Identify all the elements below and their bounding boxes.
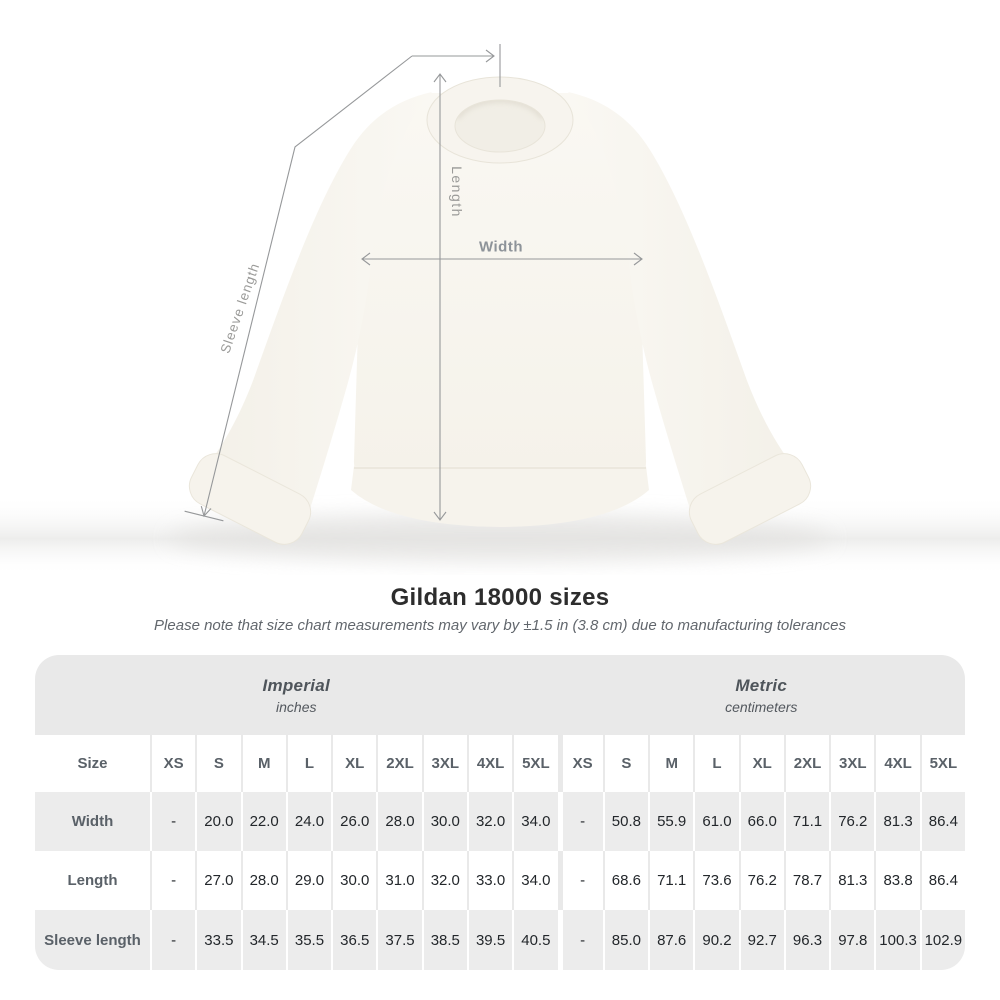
section-title: Imperial — [262, 675, 331, 695]
measurement-cell: 83.8 — [874, 851, 919, 910]
table-row — [35, 851, 965, 910]
measurement-cell: - — [150, 910, 195, 970]
measurement-cell: 36.5 — [331, 910, 376, 970]
measurement-cell: - — [558, 910, 603, 970]
size-column-header: XL — [739, 735, 784, 792]
measurement-cell: 30.0 — [331, 851, 376, 910]
size-column-header: 5XL — [920, 735, 965, 792]
measurement-cell: 50.8 — [603, 792, 648, 851]
section-header-metric — [558, 655, 966, 735]
table-row — [35, 792, 965, 851]
measurement-cell: 86.4 — [920, 851, 965, 910]
measurement-cell: 102.9 — [920, 910, 965, 970]
size-column-header: 2XL — [784, 735, 829, 792]
section-unit-label: inches — [276, 698, 317, 715]
measurement-cell: 29.0 — [286, 851, 331, 910]
measurement-cell: 28.0 — [241, 851, 286, 910]
size-column-header: XS — [150, 735, 195, 792]
measurement-cell: 78.7 — [784, 851, 829, 910]
size-table — [35, 655, 965, 970]
measurement-cell: 81.3 — [874, 792, 919, 851]
measurement-cell: 81.3 — [829, 851, 874, 910]
size-column-header: 5XL — [512, 735, 557, 792]
section-unit-label: centimeters — [725, 698, 798, 715]
measurement-cell: 28.0 — [376, 792, 421, 851]
size-column-header: 4XL — [874, 735, 919, 792]
measurement-cell: 24.0 — [286, 792, 331, 851]
size-chart-title: Gildan 18000 sizes — [390, 584, 610, 611]
measurement-cell: 34.0 — [512, 792, 557, 851]
measurement-cell: 33.5 — [195, 910, 240, 970]
measurement-cell: 66.0 — [739, 792, 784, 851]
size-column-header: 3XL — [422, 735, 467, 792]
measurement-cell: - — [558, 851, 603, 910]
measurement-cell: 22.0 — [241, 792, 286, 851]
measurement-cell: 96.3 — [784, 910, 829, 970]
size-column-header: S — [603, 735, 648, 792]
row-label: Length — [67, 872, 118, 889]
measurement-cell: 27.0 — [195, 851, 240, 910]
measurement-cell: 35.5 — [286, 910, 331, 970]
size-column-header: M — [241, 735, 286, 792]
length-measure-label: Length — [449, 166, 465, 218]
measurement-cell: 76.2 — [829, 792, 874, 851]
table-row — [35, 910, 965, 970]
size-column-header: XS — [558, 735, 603, 792]
measurement-cell: 40.5 — [512, 910, 557, 970]
measurement-cell: 30.0 — [422, 792, 467, 851]
measurement-cell: 68.6 — [603, 851, 648, 910]
measurement-cell: 39.5 — [467, 910, 512, 970]
measurement-cell: 38.5 — [422, 910, 467, 970]
size-corner-label: Size — [77, 755, 108, 772]
measurement-cell: 87.6 — [648, 910, 693, 970]
sleeve-length-measure-label: Sleeve length — [217, 260, 263, 356]
measurement-cell: 73.6 — [693, 851, 738, 910]
measurement-cell: 26.0 — [331, 792, 376, 851]
measurement-cell: 37.5 — [376, 910, 421, 970]
measurement-cell: - — [150, 792, 195, 851]
table-header-row — [35, 735, 965, 792]
measurement-cell: 33.0 — [467, 851, 512, 910]
size-column-header: 3XL — [829, 735, 874, 792]
size-column-header: XL — [331, 735, 376, 792]
measurement-cell: - — [558, 792, 603, 851]
measurement-cell: 20.0 — [195, 792, 240, 851]
measurement-cell: 31.0 — [376, 851, 421, 910]
table-section-band — [35, 655, 965, 735]
width-measure-label: Width — [478, 238, 524, 256]
row-label: Width — [71, 813, 114, 830]
measurement-cell: 86.4 — [920, 792, 965, 851]
measurement-cell: 100.3 — [874, 910, 919, 970]
measurement-cell: 71.1 — [784, 792, 829, 851]
measurement-cell: - — [150, 851, 195, 910]
measurement-cell: 32.0 — [422, 851, 467, 910]
measurement-cell: 85.0 — [603, 910, 648, 970]
measurement-cell: 76.2 — [739, 851, 784, 910]
size-column-header: S — [195, 735, 240, 792]
measurement-cell: 92.7 — [739, 910, 784, 970]
size-column-header: 2XL — [376, 735, 421, 792]
size-column-header: L — [693, 735, 738, 792]
measurement-cell: 55.9 — [648, 792, 693, 851]
size-chart-note: Please note that size chart measurements may vary by ±1.5 in (3.8 cm) due to manufacturing tolerances — [154, 617, 846, 634]
measurement-cell: 34.5 — [241, 910, 286, 970]
measurement-cell: 32.0 — [467, 792, 512, 851]
size-column-header: M — [648, 735, 693, 792]
section-title: Metric — [735, 675, 788, 695]
measurement-cell: 34.0 — [512, 851, 557, 910]
measurement-cell: 90.2 — [693, 910, 738, 970]
row-label: Sleeve length — [44, 931, 141, 949]
measurement-cell: 61.0 — [693, 792, 738, 851]
section-header-imperial — [35, 655, 558, 735]
measurement-cell: 71.1 — [648, 851, 693, 910]
size-column-header: 4XL — [467, 735, 512, 792]
size-column-header: L — [286, 735, 331, 792]
measurement-cell: 97.8 — [829, 910, 874, 970]
